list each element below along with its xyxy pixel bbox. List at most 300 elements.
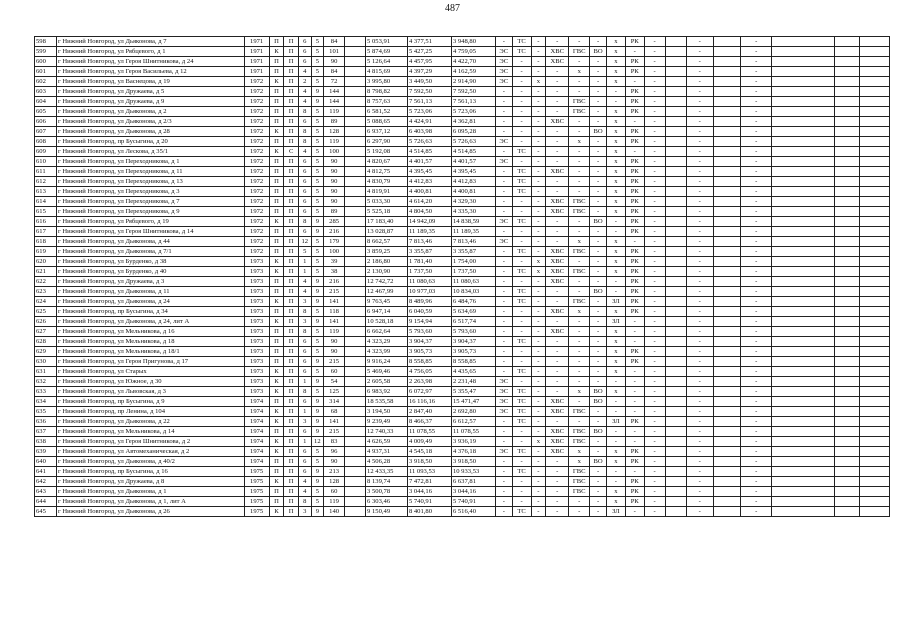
table-cell: П bbox=[269, 467, 284, 477]
address-cell: г Нижний Новгород, ул Мельникова, д 16 bbox=[57, 327, 245, 337]
table-cell: - bbox=[625, 397, 644, 407]
table-cell: - bbox=[644, 357, 665, 367]
table-cell: - bbox=[590, 327, 607, 337]
table-cell: - bbox=[686, 237, 713, 247]
table-cell: 9 bbox=[311, 377, 324, 387]
table-cell: 4 377,51 bbox=[407, 37, 451, 47]
table-cell bbox=[860, 497, 890, 507]
table-cell: 6 637,81 bbox=[451, 477, 495, 487]
table-cell: П bbox=[269, 397, 284, 407]
table-cell bbox=[835, 367, 860, 377]
table-cell: - bbox=[495, 477, 512, 487]
table-cell: 90 bbox=[324, 197, 345, 207]
table-cell: П bbox=[284, 167, 299, 177]
table-cell: - bbox=[644, 377, 665, 387]
table-cell: ЭС bbox=[495, 67, 512, 77]
table-cell bbox=[835, 57, 860, 67]
table-cell: П bbox=[284, 477, 299, 487]
table-cell: П bbox=[269, 337, 284, 347]
table-cell: - bbox=[741, 507, 772, 517]
table-cell: 5 793,60 bbox=[451, 327, 495, 337]
table-row bbox=[35, 137, 890, 147]
table-cell: 213 bbox=[324, 467, 345, 477]
table-cell: П bbox=[269, 197, 284, 207]
table-cell bbox=[713, 97, 740, 107]
table-cell: - bbox=[741, 207, 772, 217]
table-cell: - bbox=[546, 477, 569, 487]
table-cell: 5 bbox=[311, 187, 324, 197]
table-cell bbox=[665, 127, 686, 137]
table-cell: 90 bbox=[324, 337, 345, 347]
address-cell: г Нижний Новгород, ул Дьяконова, д 1 bbox=[57, 487, 245, 497]
table-cell: П bbox=[269, 87, 284, 97]
table-cell bbox=[835, 427, 860, 437]
address-cell: г Нижний Новгород, ул Дружаева, д 5 bbox=[57, 87, 245, 97]
table-cell: - bbox=[495, 317, 512, 327]
table-cell: 4 401,57 bbox=[451, 157, 495, 167]
table-cell: ХВС bbox=[546, 57, 569, 67]
table-cell bbox=[713, 277, 740, 287]
table-cell: - bbox=[590, 507, 607, 517]
table-cell: - bbox=[531, 427, 546, 437]
table-cell: - bbox=[644, 157, 665, 167]
table-cell: 5 126,64 bbox=[366, 57, 408, 67]
table-cell: 60 bbox=[324, 487, 345, 497]
table-cell: - bbox=[644, 317, 665, 327]
table-cell: 9 916,24 bbox=[366, 357, 408, 367]
table-cell bbox=[860, 327, 890, 337]
table-cell bbox=[835, 47, 860, 57]
table-cell: - bbox=[546, 217, 569, 227]
table-cell bbox=[860, 427, 890, 437]
table-cell: 1971 bbox=[244, 37, 269, 47]
table-cell: 1973 bbox=[244, 267, 269, 277]
table-cell: - bbox=[686, 127, 713, 137]
row-number-cell: 619 bbox=[35, 247, 57, 257]
table-cell: 1972 bbox=[244, 77, 269, 87]
table-cell bbox=[345, 57, 366, 67]
table-cell bbox=[665, 57, 686, 67]
table-cell bbox=[713, 147, 740, 157]
table-cell: К bbox=[269, 367, 284, 377]
table-cell: - bbox=[546, 347, 569, 357]
table-cell bbox=[835, 77, 860, 87]
table-cell bbox=[860, 507, 890, 517]
row-number-cell: 613 bbox=[35, 187, 57, 197]
table-cell: 4 bbox=[299, 147, 312, 157]
table-cell: - bbox=[590, 467, 607, 477]
table-cell: 144 bbox=[324, 87, 345, 97]
table-cell: x bbox=[606, 127, 625, 137]
table-row bbox=[35, 397, 890, 407]
table-cell: - bbox=[546, 317, 569, 327]
table-cell: 5 bbox=[311, 247, 324, 257]
table-cell: - bbox=[546, 237, 569, 247]
row-number-cell: 598 bbox=[35, 37, 57, 47]
table-cell: 6 bbox=[299, 57, 312, 67]
table-cell: - bbox=[590, 207, 607, 217]
table-row bbox=[35, 207, 890, 217]
table-cell: 1972 bbox=[244, 147, 269, 157]
table-cell: x bbox=[606, 267, 625, 277]
table-cell: - bbox=[531, 327, 546, 337]
table-cell: 4 545,18 bbox=[407, 447, 451, 457]
table-cell bbox=[665, 187, 686, 197]
table-cell: - bbox=[512, 457, 531, 467]
table-cell bbox=[345, 417, 366, 427]
table-cell bbox=[835, 207, 860, 217]
table-cell bbox=[860, 97, 890, 107]
table-cell: 1 754,00 bbox=[451, 257, 495, 267]
table-cell: П bbox=[269, 287, 284, 297]
table-cell bbox=[713, 157, 740, 167]
table-cell: 5 634,69 bbox=[451, 307, 495, 317]
table-cell: - bbox=[741, 97, 772, 107]
address-cell: г Нижний Новгород, ул Рябцевого, д 19 bbox=[57, 217, 245, 227]
table-cell: - bbox=[644, 427, 665, 437]
table-cell: 11 189,35 bbox=[407, 227, 451, 237]
table-cell bbox=[345, 237, 366, 247]
table-cell: РК bbox=[625, 217, 644, 227]
table-cell bbox=[772, 507, 835, 517]
table-cell: - bbox=[512, 357, 531, 367]
table-cell: П bbox=[284, 287, 299, 297]
table-cell bbox=[860, 67, 890, 77]
table-cell: 125 bbox=[324, 387, 345, 397]
table-cell bbox=[835, 277, 860, 287]
table-cell bbox=[665, 197, 686, 207]
table-cell bbox=[345, 97, 366, 107]
table-cell bbox=[860, 217, 890, 227]
table-cell: - bbox=[686, 407, 713, 417]
table-cell: 9 239,49 bbox=[366, 417, 408, 427]
table-cell: - bbox=[644, 127, 665, 137]
table-cell: - bbox=[512, 57, 531, 67]
table-cell: ЭС bbox=[495, 447, 512, 457]
table-cell: - bbox=[644, 367, 665, 377]
table-cell bbox=[835, 167, 860, 177]
table-cell: 9 150,49 bbox=[366, 507, 408, 517]
table-cell: - bbox=[625, 367, 644, 377]
table-cell: - bbox=[686, 487, 713, 497]
table-cell: 5 bbox=[311, 457, 324, 467]
address-cell: г Нижний Новгород, ул Героя Шнитникова, д 2 bbox=[57, 437, 245, 447]
table-cell: - bbox=[531, 137, 546, 147]
table-cell: - bbox=[644, 37, 665, 47]
table-cell bbox=[772, 327, 835, 337]
table-cell: - bbox=[686, 327, 713, 337]
table-cell bbox=[345, 77, 366, 87]
table-cell: П bbox=[284, 137, 299, 147]
table-cell: 2 847,40 bbox=[407, 407, 451, 417]
table-cell: 3 905,73 bbox=[407, 347, 451, 357]
table-cell: 4 395,45 bbox=[451, 167, 495, 177]
table-cell: 5 874,69 bbox=[366, 47, 408, 57]
row-number-cell: 601 bbox=[35, 67, 57, 77]
table-cell: - bbox=[590, 77, 607, 87]
table-cell: 5 bbox=[311, 337, 324, 347]
table-cell: РК bbox=[625, 177, 644, 187]
address-cell: г Нижний Новгород, ул Переходникова, д 1 bbox=[57, 157, 245, 167]
table-cell bbox=[860, 367, 890, 377]
table-cell: - bbox=[569, 187, 590, 197]
table-cell: П bbox=[284, 127, 299, 137]
table-cell bbox=[345, 157, 366, 167]
table-cell bbox=[345, 437, 366, 447]
table-cell: - bbox=[686, 357, 713, 367]
table-cell: 96 bbox=[324, 447, 345, 457]
table-cell bbox=[665, 217, 686, 227]
table-cell bbox=[665, 427, 686, 437]
row-number-cell: 630 bbox=[35, 357, 57, 367]
row-number-cell: 626 bbox=[35, 317, 57, 327]
table-cell: 4 401,57 bbox=[407, 157, 451, 167]
table-cell: 3 936,19 bbox=[451, 437, 495, 447]
table-cell: x bbox=[569, 237, 590, 247]
table-cell: - bbox=[686, 457, 713, 467]
table-cell: 8 139,74 bbox=[366, 477, 408, 487]
table-cell: - bbox=[546, 127, 569, 137]
table-cell bbox=[665, 247, 686, 257]
row-number-cell: 616 bbox=[35, 217, 57, 227]
table-cell: - bbox=[590, 227, 607, 237]
table-cell: - bbox=[531, 57, 546, 67]
table-cell bbox=[713, 217, 740, 227]
table-cell: - bbox=[686, 447, 713, 457]
table-cell: 1972 bbox=[244, 237, 269, 247]
table-cell bbox=[860, 417, 890, 427]
table-cell: - bbox=[741, 267, 772, 277]
table-cell: - bbox=[741, 407, 772, 417]
table-cell: 128 bbox=[324, 127, 345, 137]
table-cell: 8 558,85 bbox=[407, 357, 451, 367]
table-cell: - bbox=[569, 177, 590, 187]
table-cell: П bbox=[284, 57, 299, 67]
table-cell: - bbox=[531, 177, 546, 187]
table-cell: - bbox=[531, 377, 546, 387]
table-cell: 119 bbox=[324, 137, 345, 147]
table-cell: - bbox=[569, 357, 590, 367]
row-number-cell: 622 bbox=[35, 277, 57, 287]
table-cell: x bbox=[606, 487, 625, 497]
table-cell: 4 329,30 bbox=[451, 197, 495, 207]
table-cell: - bbox=[495, 427, 512, 437]
table-row bbox=[35, 217, 890, 227]
table-cell: 6 bbox=[299, 337, 312, 347]
table-cell: 100 bbox=[324, 247, 345, 257]
table-cell bbox=[713, 77, 740, 87]
table-cell: РК bbox=[625, 67, 644, 77]
table-cell bbox=[665, 337, 686, 347]
table-cell: - bbox=[741, 497, 772, 507]
table-cell bbox=[860, 257, 890, 267]
table-cell: - bbox=[512, 207, 531, 217]
table-cell bbox=[345, 397, 366, 407]
table-cell: 5 bbox=[311, 197, 324, 207]
table-cell: РК bbox=[625, 477, 644, 487]
table-cell: П bbox=[284, 417, 299, 427]
table-cell: x bbox=[606, 57, 625, 67]
address-cell: г Нижний Новгород, ул Переходникова, д 7 bbox=[57, 197, 245, 207]
table-cell: 7 813,46 bbox=[451, 237, 495, 247]
table-cell: - bbox=[644, 407, 665, 417]
table-cell: - bbox=[590, 67, 607, 77]
table-row bbox=[35, 177, 890, 187]
table-cell: ЗЛ bbox=[606, 507, 625, 517]
table-cell: 1974 bbox=[244, 397, 269, 407]
table-row bbox=[35, 147, 890, 157]
table-cell: - bbox=[741, 297, 772, 307]
table-cell: - bbox=[512, 77, 531, 87]
table-cell bbox=[345, 347, 366, 357]
table-cell: - bbox=[495, 347, 512, 357]
table-cell bbox=[860, 337, 890, 347]
table-cell: - bbox=[495, 107, 512, 117]
table-cell: ЭС bbox=[495, 387, 512, 397]
table-cell bbox=[860, 397, 890, 407]
table-cell: 4 323,29 bbox=[366, 337, 408, 347]
table-cell: 84 bbox=[324, 37, 345, 47]
table-cell: - bbox=[741, 427, 772, 437]
table-cell: 2 263,98 bbox=[407, 377, 451, 387]
table-cell: 9 763,45 bbox=[366, 297, 408, 307]
table-cell: 8 bbox=[299, 127, 312, 137]
address-cell: г Нижний Новгород, ул Дьяконова, д 7/1 bbox=[57, 247, 245, 257]
table-cell bbox=[665, 117, 686, 127]
row-number-cell: 608 bbox=[35, 137, 57, 147]
table-cell: 119 bbox=[324, 107, 345, 117]
table-cell: 1975 bbox=[244, 507, 269, 517]
table-cell: 4 009,49 bbox=[407, 437, 451, 447]
table-cell: - bbox=[686, 387, 713, 397]
table-cell: ВО bbox=[590, 287, 607, 297]
table-cell: - bbox=[686, 217, 713, 227]
table-cell: - bbox=[741, 467, 772, 477]
table-cell bbox=[860, 57, 890, 67]
table-cell: 2 692,80 bbox=[451, 407, 495, 417]
table-cell: П bbox=[284, 337, 299, 347]
table-cell bbox=[860, 437, 890, 447]
table-cell: ТС bbox=[512, 177, 531, 187]
table-cell: ХВС bbox=[546, 47, 569, 57]
table-cell: П bbox=[269, 277, 284, 287]
table-cell bbox=[772, 347, 835, 357]
table-cell bbox=[772, 297, 835, 307]
table-cell: К bbox=[269, 217, 284, 227]
table-cell: - bbox=[590, 147, 607, 157]
table-cell: 9 bbox=[311, 97, 324, 107]
table-cell: К bbox=[269, 317, 284, 327]
table-cell bbox=[772, 357, 835, 367]
table-cell: 4 bbox=[299, 97, 312, 107]
table-cell bbox=[665, 377, 686, 387]
table-cell: 1973 bbox=[244, 287, 269, 297]
table-cell: - bbox=[741, 77, 772, 87]
table-cell: П bbox=[284, 347, 299, 357]
table-cell: ВО bbox=[590, 127, 607, 137]
table-cell: П bbox=[284, 317, 299, 327]
table-cell bbox=[835, 487, 860, 497]
table-cell: 5 726,63 bbox=[407, 137, 451, 147]
table-cell: 90 bbox=[324, 347, 345, 357]
table-cell: - bbox=[741, 177, 772, 187]
table-row bbox=[35, 47, 890, 57]
table-cell: 5 bbox=[311, 67, 324, 77]
table-cell: - bbox=[741, 217, 772, 227]
table-cell bbox=[665, 467, 686, 477]
table-cell: 9 bbox=[311, 467, 324, 477]
row-number-cell: 603 bbox=[35, 87, 57, 97]
table-cell bbox=[772, 57, 835, 67]
table-cell: - bbox=[686, 167, 713, 177]
address-cell: г Нижний Новгород, ул Героя Пригунова, д 17 bbox=[57, 357, 245, 367]
table-cell: 13 028,87 bbox=[366, 227, 408, 237]
table-cell: - bbox=[644, 227, 665, 237]
row-number-cell: 618 bbox=[35, 237, 57, 247]
table-cell: - bbox=[531, 307, 546, 317]
table-cell: 1974 bbox=[244, 407, 269, 417]
table-cell: x bbox=[606, 67, 625, 77]
table-cell: 5 053,91 bbox=[366, 37, 408, 47]
table-cell: - bbox=[512, 437, 531, 447]
table-cell: 4 bbox=[299, 277, 312, 287]
table-cell: 1972 bbox=[244, 97, 269, 107]
table-cell: - bbox=[686, 267, 713, 277]
table-cell: - bbox=[495, 287, 512, 297]
table-row bbox=[35, 257, 890, 267]
table-cell bbox=[835, 437, 860, 447]
table-cell: 6 bbox=[299, 357, 312, 367]
table-cell: 3 905,73 bbox=[451, 347, 495, 357]
table-cell: - bbox=[606, 477, 625, 487]
table-cell bbox=[835, 107, 860, 117]
table-cell: - bbox=[741, 287, 772, 297]
table-cell: - bbox=[644, 287, 665, 297]
table-cell: 1973 bbox=[244, 257, 269, 267]
table-cell: 6 403,98 bbox=[407, 127, 451, 137]
table-cell: ВО bbox=[590, 457, 607, 467]
table-cell: ЭС bbox=[495, 57, 512, 67]
table-cell: - bbox=[741, 167, 772, 177]
table-cell: 4 bbox=[299, 87, 312, 97]
table-cell: ЗЛ bbox=[606, 417, 625, 427]
table-cell: - bbox=[495, 487, 512, 497]
table-cell: 9 bbox=[311, 227, 324, 237]
address-cell: г Нижний Новгород, ул Дьяконова, д 24, лит А bbox=[57, 317, 245, 327]
table-cell bbox=[772, 497, 835, 507]
table-cell bbox=[772, 87, 835, 97]
table-cell: К bbox=[269, 267, 284, 277]
table-cell: - bbox=[531, 87, 546, 97]
table-cell: 179 bbox=[324, 237, 345, 247]
table-cell: П bbox=[284, 157, 299, 167]
table-cell: - bbox=[569, 117, 590, 127]
row-number-cell: 599 bbox=[35, 47, 57, 57]
table-cell: 90 bbox=[324, 167, 345, 177]
table-cell bbox=[713, 177, 740, 187]
table-cell: П bbox=[269, 57, 284, 67]
table-cell: 1972 bbox=[244, 207, 269, 217]
table-cell: К bbox=[269, 437, 284, 447]
table-row bbox=[35, 57, 890, 67]
table-cell bbox=[772, 487, 835, 497]
row-number-cell: 611 bbox=[35, 167, 57, 177]
table-cell: 141 bbox=[324, 297, 345, 307]
table-cell: - bbox=[546, 97, 569, 107]
table-cell: - bbox=[590, 477, 607, 487]
table-cell: - bbox=[741, 377, 772, 387]
table-cell: 1972 bbox=[244, 87, 269, 97]
